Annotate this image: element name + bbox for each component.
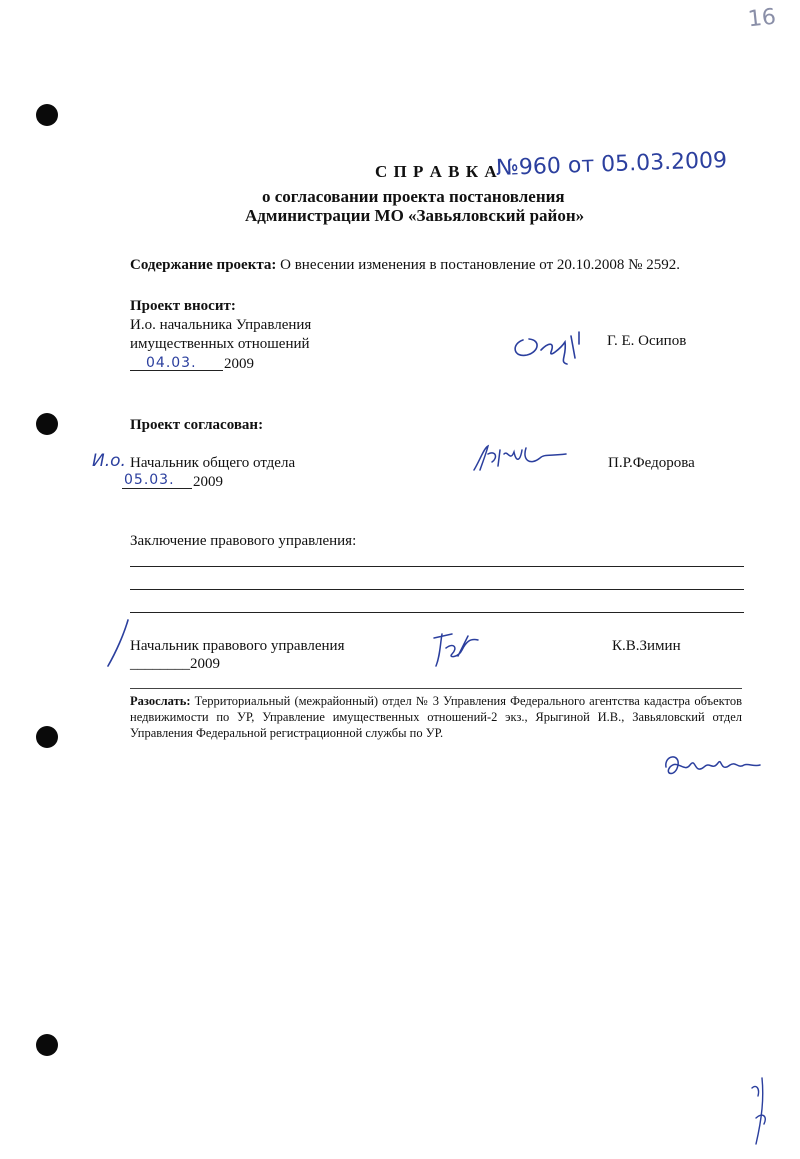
approval-label: Проект согласован: <box>130 417 264 433</box>
handwritten-registration-number: №960 от 05.03.2009 <box>495 147 728 182</box>
distribution-text: Территориальный (межрайонный) отдел № 3 Управления Федерального агентства кадастра объектов недвижимости по УР, Управление имущественных отношений-2 экз., Ярыгиной И.В., Завьяловский отдел Управления Федеральной регистрационной службы по УР. <box>130 694 742 740</box>
legal-conclusion-label: Заключение правового управления: <box>130 533 357 549</box>
approval-handwritten-date: 05.03. <box>124 472 175 488</box>
approval-handwritten-prefix: И.о. <box>92 451 126 471</box>
title-subline-2: Администрации МО «Завьяловский район» <box>245 206 585 225</box>
punch-hole-icon <box>36 104 58 126</box>
legal-position: Начальник правового управления <box>130 638 345 654</box>
distribution-label: Разослать: <box>130 694 191 708</box>
punch-hole-icon <box>36 1034 58 1056</box>
legal-date-underscores: ________ <box>130 656 190 672</box>
submitter-name: Г. Е. Осипов <box>607 333 687 349</box>
legal-date-year: 2009 <box>190 656 220 672</box>
punch-hole-icon <box>36 726 58 748</box>
project-content-text: О внесении изменения в постановление от 20.10.2008 № 2592. <box>280 257 680 273</box>
submitter-handwritten-date: 04.03. <box>146 355 197 371</box>
approval-date-year: 2009 <box>193 474 223 490</box>
distribution-signature-icon <box>660 745 770 785</box>
title-subline-1: о согласовании проекта постановления <box>262 187 565 206</box>
submitter-date-year: 2009 <box>224 356 254 372</box>
document-title: С П Р А В К А <box>375 162 498 181</box>
corner-initials-icon <box>742 1058 782 1148</box>
approval-signature-icon <box>470 440 580 475</box>
conclusion-line <box>130 612 744 613</box>
conclusion-line <box>130 589 744 590</box>
legal-signature-icon <box>428 626 488 671</box>
approval-position: Начальник общего отдела <box>130 455 296 471</box>
submitter-signature-icon <box>505 322 595 367</box>
punch-hole-icon <box>36 413 58 435</box>
conclusion-line <box>130 566 744 567</box>
distribution-block <box>130 693 742 741</box>
submitter-position-line1: И.о. начальника Управления <box>130 317 312 333</box>
project-content <box>130 256 680 274</box>
legal-date-blank <box>130 655 220 673</box>
submitter-label: Проект вносит: <box>130 298 236 314</box>
submitter-position-line2: имущественных отношений <box>130 336 310 352</box>
distribution-separator <box>130 688 742 689</box>
page-number-mark: 16 <box>746 4 778 33</box>
approval-name: П.Р.Федорова <box>608 455 695 471</box>
project-content-label: Содержание проекта: <box>130 257 277 273</box>
approval-date-line <box>122 488 192 489</box>
legal-name: К.В.Зимин <box>612 638 681 654</box>
